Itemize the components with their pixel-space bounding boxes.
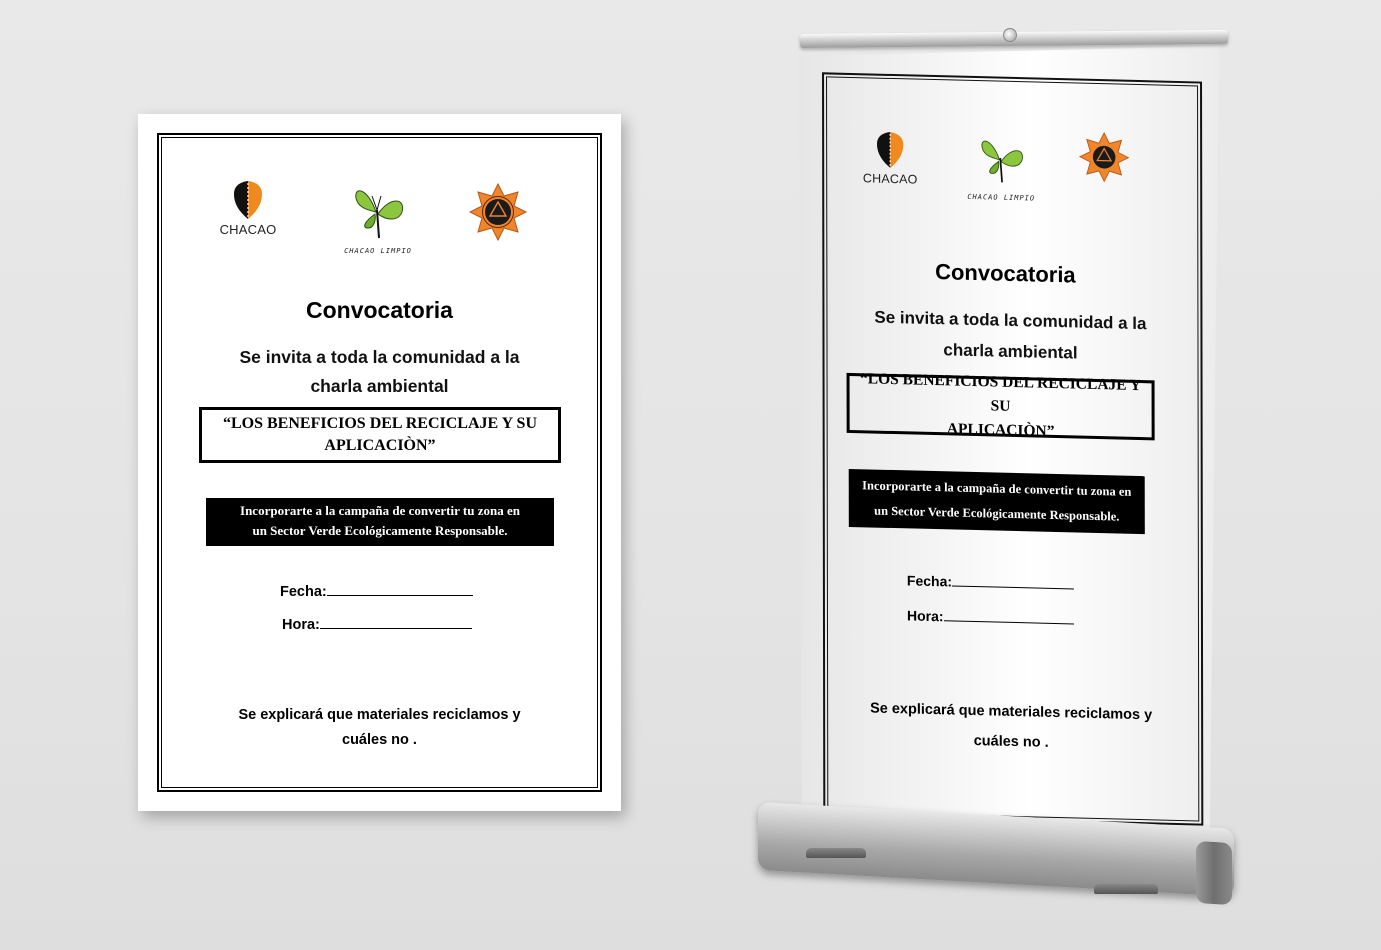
badge-logo xyxy=(468,182,528,247)
banner-invitation-line-1: Se invita a toda la comunidad a la xyxy=(874,307,1147,334)
banner-title: Convocatoria xyxy=(935,259,1076,288)
note-line-2: cuáles no . xyxy=(342,732,417,748)
banner-topic-box xyxy=(847,370,1155,441)
banner-campaign xyxy=(849,469,1145,534)
base-end-cap xyxy=(1196,841,1232,905)
chacao-limpio-logo xyxy=(328,182,428,255)
chacao-limpio-text: CHACAO LIMPIO xyxy=(344,247,412,255)
banner-chacao-logo xyxy=(862,129,918,186)
banner-content xyxy=(810,60,1201,830)
banner-note-line-1: Se explicará que materiales reciclamos y xyxy=(870,700,1153,724)
banner-limpio-logo xyxy=(955,128,1047,203)
chacao-shield-icon xyxy=(875,130,905,171)
flyer-sheet xyxy=(138,114,621,811)
star-badge-icon xyxy=(468,182,528,242)
banner-topic-line-1: “LOS BENEFICIOS DEL RECICLAJE Y SU xyxy=(859,370,1142,415)
note-line-1: Se explicará que materiales reciclamos y xyxy=(238,707,521,723)
chacao-logo-text: CHACAO xyxy=(219,222,277,237)
poster-title: Convocatoria xyxy=(306,297,453,323)
banner-topic-line-2: APLICACIÒN” xyxy=(946,420,1055,440)
chacao-logo xyxy=(218,180,278,237)
topic-line-2: APLICACIÒN” xyxy=(324,437,436,454)
star-badge-icon xyxy=(1078,131,1130,184)
campaign-line-2: un Sector Verde Ecológicamente Responsable. xyxy=(252,523,508,538)
banner-badge-logo xyxy=(1078,131,1130,189)
explanation-note xyxy=(178,703,581,753)
banner-chacao-text: CHACAO xyxy=(862,171,918,187)
time-label: Hora: xyxy=(282,617,320,633)
butterfly-icon xyxy=(348,182,408,244)
base-foot-left xyxy=(806,848,866,858)
invitation-line-1: Se invita a toda la comunidad a la xyxy=(239,347,520,367)
banner-note xyxy=(835,693,1187,762)
banner-campaign-line-2: un Sector Verde Ecológicamente Responsable. xyxy=(874,503,1120,524)
banner-limpio-text: CHACAO LIMPIO xyxy=(967,192,1036,203)
banner-campaign-line-1: Incorporarte a la campaña de convertir tu zona en xyxy=(862,478,1132,499)
campaign-line-1: Incorporarte a la campaña de convertir tu zona en xyxy=(240,503,520,518)
invitation-text xyxy=(178,343,581,401)
date-label: Fecha: xyxy=(280,584,327,600)
banner-invitation xyxy=(834,301,1186,372)
banner-time-label: Hora: xyxy=(906,607,944,625)
topic-box xyxy=(199,407,561,463)
banner-note-line-2: cuáles no . xyxy=(973,733,1049,751)
invitation-line-2: charla ambiental xyxy=(310,376,449,396)
banner-invitation-line-2: charla ambiental xyxy=(943,340,1078,363)
topic-line-1: “LOS BENEFICIOS DEL RECICLAJE Y SU xyxy=(222,415,537,432)
butterfly-icon xyxy=(975,128,1027,193)
flyer-content xyxy=(138,114,621,811)
date-field xyxy=(280,584,473,600)
time-blank-line xyxy=(320,628,472,629)
banner-time-line xyxy=(944,620,1074,624)
banner-date-line xyxy=(952,585,1074,589)
time-field xyxy=(282,617,472,633)
date-blank-line xyxy=(327,595,473,596)
banner-date-label: Fecha: xyxy=(906,572,953,590)
banner-hook xyxy=(1003,28,1017,42)
base-foot-right xyxy=(1094,884,1158,894)
chacao-shield-icon xyxy=(232,180,264,220)
campaign-banner xyxy=(206,498,554,546)
